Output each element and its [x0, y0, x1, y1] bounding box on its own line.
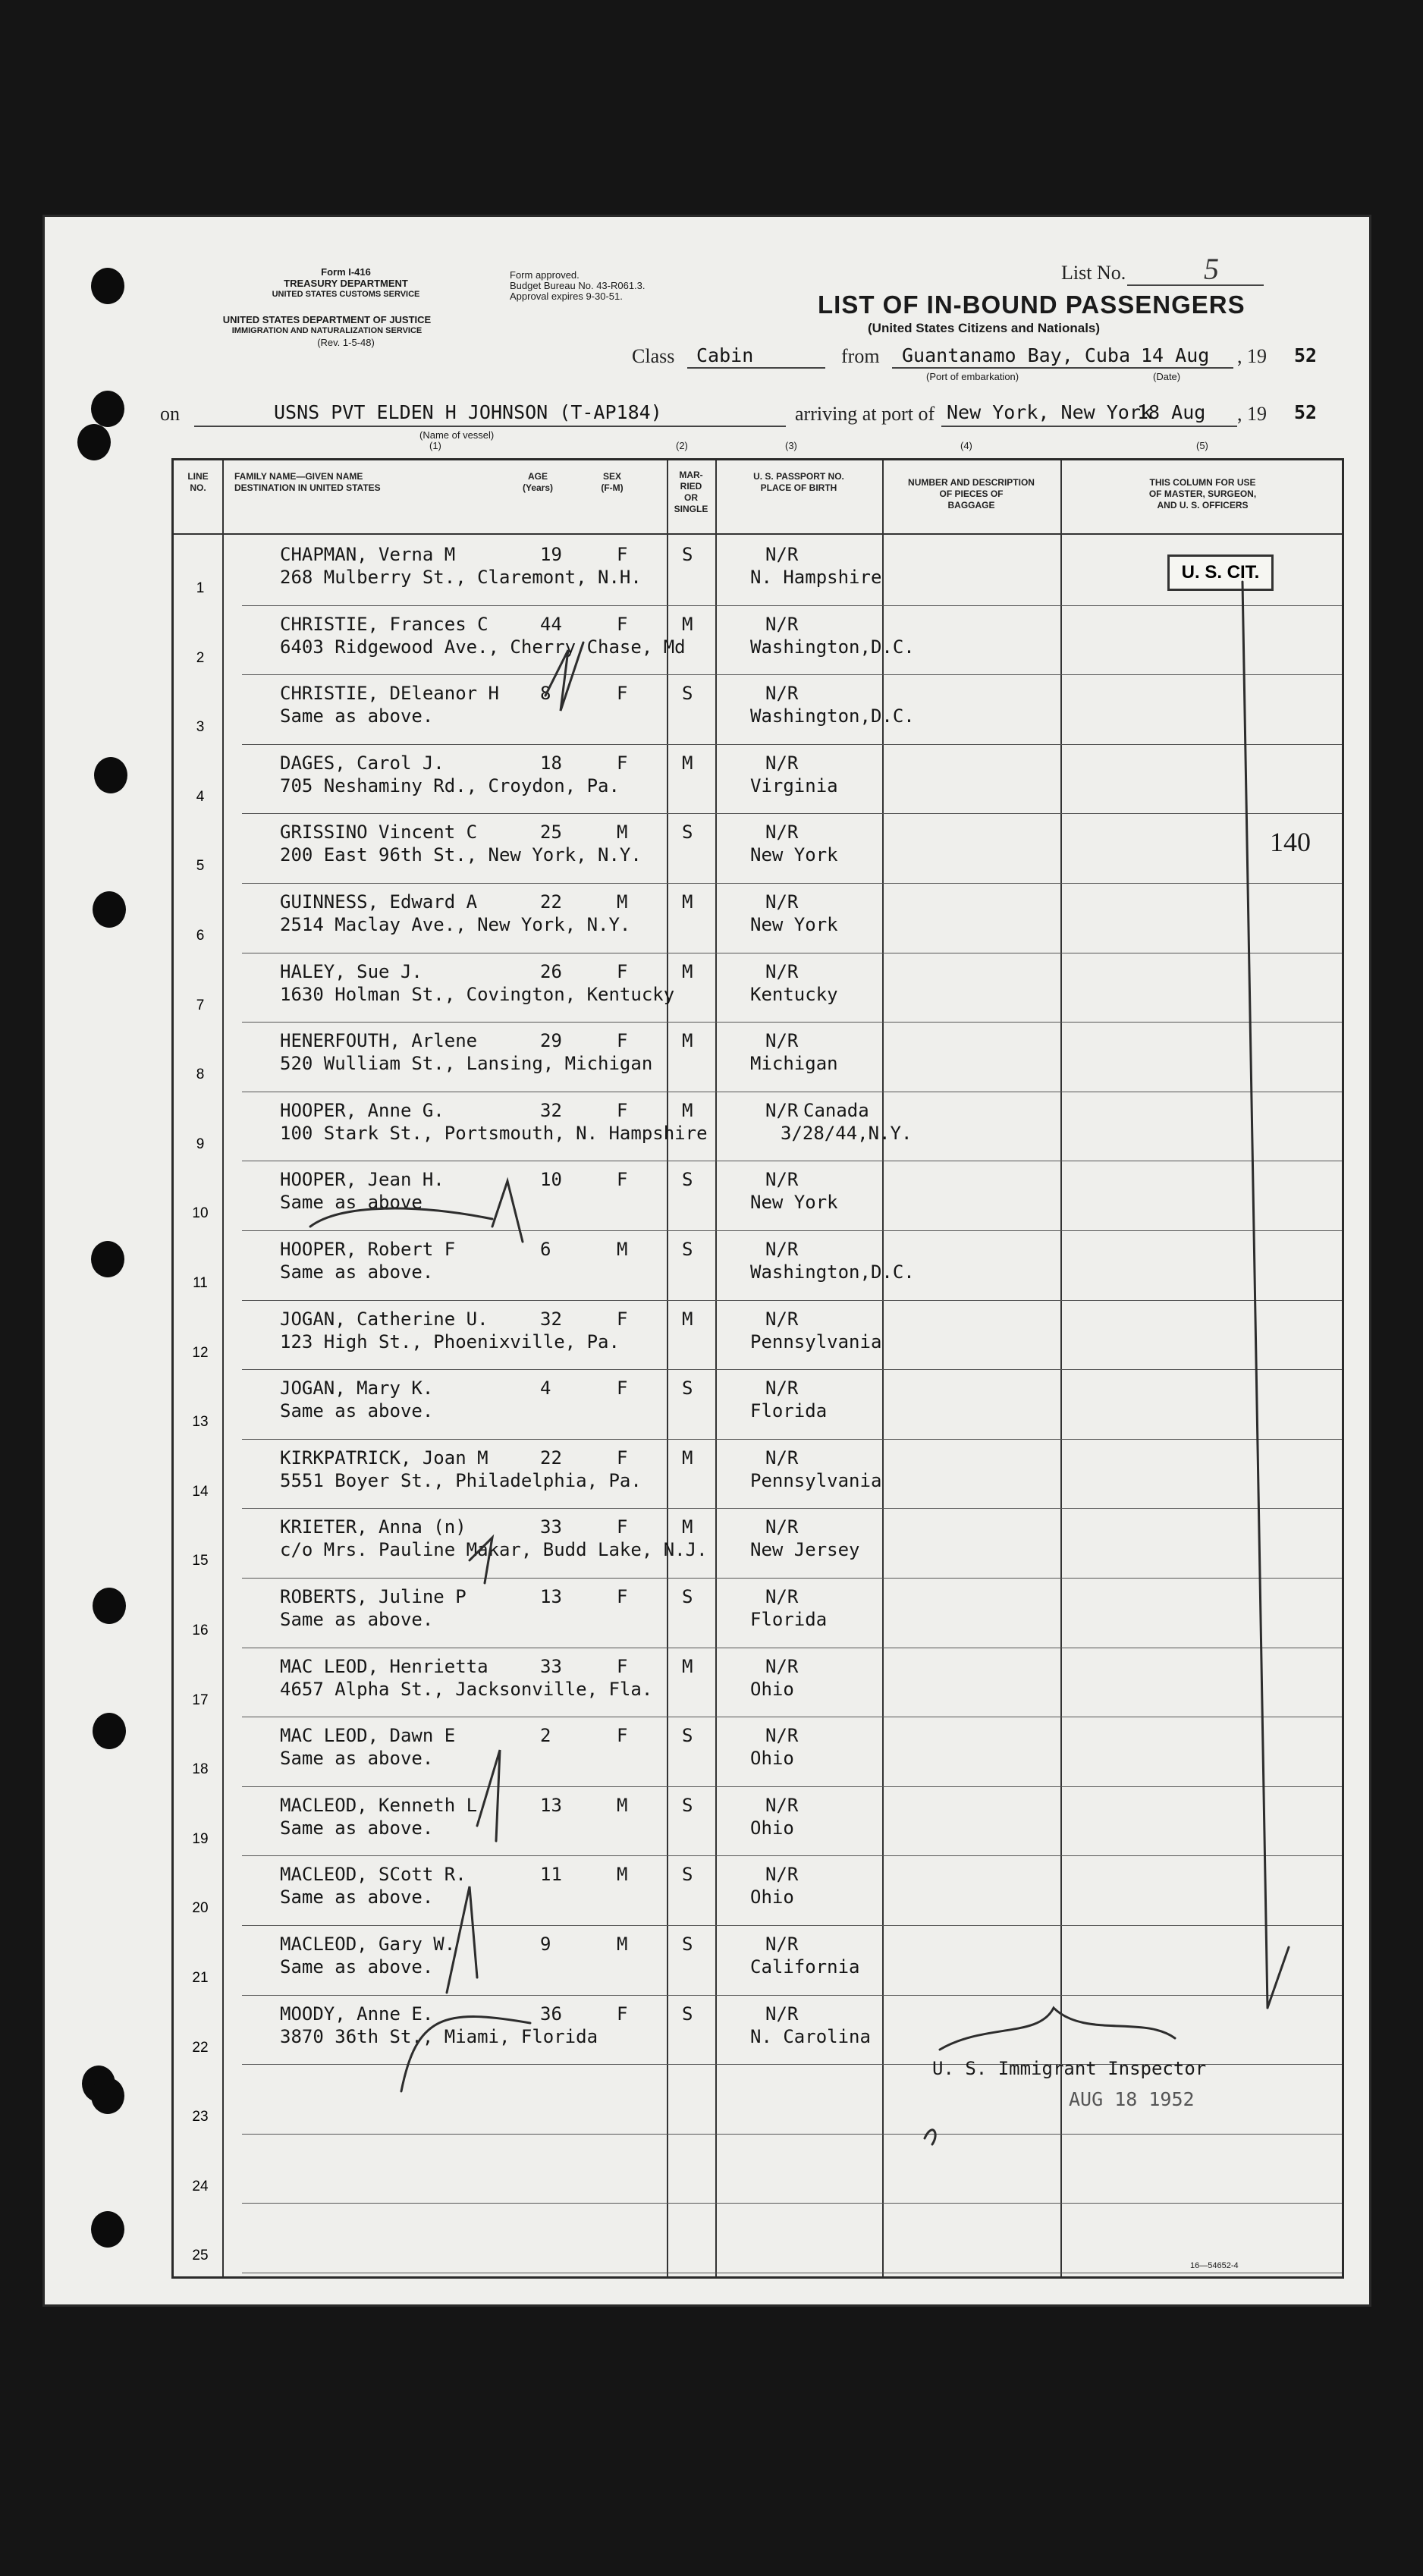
- passenger-name: KIRKPATRICK, Joan M: [280, 1447, 488, 1469]
- destination: 1630 Holman St., Covington, Kentucky: [280, 983, 675, 1005]
- col-officers-header: THIS COLUMN FOR USE OF MASTER, SURGEON, AND U. S. OFFICERS: [1148, 477, 1257, 510]
- line-number: 22: [192, 2039, 209, 2056]
- approval-line-1: Form approved.: [510, 269, 580, 281]
- place-of-birth: N. Hampshire: [750, 567, 882, 588]
- manifest-subtitle: (United States Citizens and Nationals): [868, 321, 1101, 335]
- destination: Same as above.: [280, 1748, 434, 1770]
- sex: M: [617, 1239, 628, 1260]
- col-married-header: MAR- RIED OR SINGLE: [674, 470, 708, 514]
- class-label: Class: [632, 345, 675, 367]
- col-baggage-header: NUMBER AND DESCRIPTION OF PIECES OF BAGGAGE: [908, 477, 1035, 510]
- sex: M: [617, 1934, 628, 1955]
- marital-status: S: [682, 1239, 693, 1260]
- passenger-name: HOOPER, Robert F: [280, 1239, 456, 1260]
- line-number: 19: [192, 1830, 209, 1847]
- passenger-name: MACLEOD, SCott R.: [280, 1864, 466, 1886]
- place-of-birth: New York: [750, 844, 838, 866]
- place-of-birth: Ohio: [750, 1748, 794, 1770]
- line-number: 2: [196, 649, 205, 666]
- form-revision: (Rev. 1-5-48): [317, 337, 375, 348]
- passenger-name: KRIETER, Anna (n): [280, 1516, 466, 1538]
- age: 33: [540, 1655, 562, 1677]
- vessel-name: USNS PVT ELDEN H JOHNSON (T-AP184): [274, 401, 662, 423]
- age: 44: [540, 613, 562, 635]
- line-number: 24: [192, 2178, 209, 2194]
- marital-status: S: [682, 1934, 693, 1955]
- approval-line-2: Budget Bureau No. 43-R061.3.: [510, 280, 646, 291]
- place-of-birth: Canada: [803, 1099, 869, 1121]
- line-number: 7: [196, 997, 205, 1013]
- passenger-name: CHAPMAN, Verna M: [280, 544, 456, 565]
- col-name-header: FAMILY NAME—GIVEN NAME DESTINATION IN UNITED STATES: [234, 471, 381, 493]
- passenger-name: HENERFOUTH, Arlene: [280, 1030, 478, 1052]
- passenger-name: HALEY, Sue J.: [280, 960, 423, 982]
- list-no-value: 5: [1204, 252, 1219, 286]
- hole-punch: [93, 1713, 126, 1749]
- place-of-birth: Virginia: [750, 774, 838, 796]
- place-of-birth: New York: [750, 1192, 838, 1214]
- passenger-name: MACLEOD, Kenneth L: [280, 1794, 478, 1816]
- col-number-1: (1): [429, 440, 441, 451]
- approval-line-3: Approval expires 9-30-51.: [510, 291, 623, 302]
- passport-no: N/R: [765, 1239, 799, 1260]
- age: 13: [540, 1586, 562, 1607]
- destination: 100 Stark St., Portsmouth, N. Hampshire: [280, 1122, 708, 1144]
- on-label: on: [160, 403, 180, 425]
- place-of-birth: New York: [750, 914, 838, 935]
- port-caption: (Port of embarkation): [926, 371, 1019, 382]
- age: 6: [540, 1239, 551, 1260]
- col-age-header: AGE (Years): [522, 471, 554, 493]
- sex: M: [617, 891, 628, 913]
- sex: F: [617, 752, 628, 774]
- sex: F: [617, 1516, 628, 1538]
- destination: 6403 Ridgewood Ave., Cherry Chase, Md: [280, 636, 686, 658]
- marital-status: M: [682, 1447, 693, 1469]
- dept-treasury-sub: UNITED STATES CUSTOMS SERVICE: [272, 290, 420, 299]
- marital-status: S: [682, 1725, 693, 1747]
- place-of-birth: N. Carolina: [750, 2025, 871, 2047]
- passport-no: N/R: [765, 1099, 799, 1121]
- dept-treasury: TREASURY DEPARTMENT: [284, 278, 408, 289]
- immigrant-inspector-label: U. S. Immigrant Inspector: [932, 2058, 1207, 2079]
- line-number: 15: [192, 1553, 209, 1569]
- age: 19: [540, 544, 562, 565]
- age: 8: [540, 683, 551, 705]
- line-number: 8: [196, 1067, 205, 1083]
- sex: M: [617, 1864, 628, 1886]
- vessel-caption: (Name of vessel): [419, 429, 495, 441]
- passport-no: N/R: [765, 1169, 799, 1191]
- arrival-port: New York, New York: [947, 401, 1152, 423]
- age: 13: [540, 1794, 562, 1816]
- marital-status: M: [682, 1099, 693, 1121]
- line-number: 14: [192, 1483, 209, 1500]
- age: 11: [540, 1864, 562, 1886]
- destination: 2514 Maclay Ave., New York, N.Y.: [280, 914, 631, 935]
- passport-no: N/R: [765, 821, 799, 843]
- passport-no: N/R: [765, 683, 799, 705]
- date-embarkation: 14 Aug: [1141, 344, 1210, 366]
- sex: F: [617, 1169, 628, 1191]
- marital-status: M: [682, 960, 693, 982]
- col-line-header: LINE NO.: [187, 471, 209, 493]
- destination: Same as above.: [280, 705, 434, 727]
- col-number-2: (2): [676, 440, 688, 451]
- age: 33: [540, 1516, 562, 1538]
- age: 32: [540, 1099, 562, 1121]
- destination: 200 East 96th St., New York, N.Y.: [280, 844, 642, 866]
- destination: 520 Wulliam St., Lansing, Michigan: [280, 1053, 653, 1075]
- marital-status: M: [682, 891, 693, 913]
- hole-punch: [91, 1241, 124, 1277]
- place-of-birth: California: [750, 1956, 860, 1978]
- passenger-name: HOOPER, Jean H.: [280, 1169, 444, 1191]
- destination: Same as above.: [280, 1400, 434, 1422]
- line-number: 13: [192, 1414, 209, 1431]
- age: 9: [540, 1934, 551, 1955]
- line-number: 16: [192, 1623, 209, 1638]
- passport-no: N/R: [765, 1934, 799, 1955]
- age: 10: [540, 1169, 562, 1191]
- line-number: 17: [192, 1692, 209, 1708]
- manifest-title: LIST OF IN-BOUND PASSENGERS: [818, 291, 1246, 319]
- place-of-birth: Washington,D.C.: [750, 636, 915, 658]
- naturalization-note: 3/28/44,N.Y.: [781, 1122, 913, 1144]
- marital-status: S: [682, 1794, 693, 1816]
- marital-status: M: [682, 752, 693, 774]
- marital-status: S: [682, 1864, 693, 1886]
- marital-status: S: [682, 1378, 693, 1400]
- passenger-name: CHRISTIE, Frances C: [280, 613, 488, 635]
- age: 26: [540, 960, 562, 982]
- us-citizen-stamp: U. S. CIT.: [1167, 554, 1274, 591]
- col-sex-header: SEX (F-M): [601, 471, 624, 493]
- passport-no: N/R: [765, 1794, 799, 1816]
- line-number: 12: [192, 1344, 209, 1361]
- passport-no: N/R: [765, 2003, 799, 2025]
- line-number: 6: [196, 928, 205, 944]
- sex: M: [617, 1794, 628, 1816]
- passport-no: N/R: [765, 960, 799, 982]
- age: 18: [540, 752, 562, 774]
- destination: Same as above.: [280, 1261, 434, 1283]
- marital-status: M: [682, 1030, 693, 1052]
- col-number-5: (5): [1196, 440, 1208, 451]
- line-number: 5: [196, 858, 205, 875]
- marital-status: M: [682, 1516, 693, 1538]
- destination: 3870 36th St., Miami, Florida: [280, 2025, 598, 2047]
- destination: 705 Neshaminy Rd., Croydon, Pa.: [280, 774, 620, 796]
- sex: M: [617, 821, 628, 843]
- passenger-name: ROBERTS, Juline P: [280, 1586, 466, 1607]
- place-of-birth: Michigan: [750, 1053, 838, 1075]
- place-of-birth: Ohio: [750, 1817, 794, 1839]
- marital-status: M: [682, 613, 693, 635]
- sex: F: [617, 1378, 628, 1400]
- marital-status: M: [682, 1655, 693, 1677]
- sex: F: [617, 1586, 628, 1607]
- passenger-name: GUINNESS, Edward A: [280, 891, 478, 913]
- age: 22: [540, 1447, 562, 1469]
- sex: F: [617, 960, 628, 982]
- place-of-birth: Florida: [750, 1609, 828, 1630]
- class-value: Cabin: [696, 344, 754, 366]
- hole-punch: [91, 268, 124, 304]
- passenger-name: DAGES, Carol J.: [280, 752, 444, 774]
- col-number-4: (4): [960, 440, 972, 451]
- sex: F: [617, 1447, 628, 1469]
- destination: Same as above.: [280, 1886, 434, 1908]
- year-prefix-to: , 19: [1237, 403, 1267, 425]
- passenger-table: [171, 458, 1344, 2279]
- passenger-count: 140: [1270, 827, 1311, 857]
- destination: Same as above.: [280, 1956, 434, 1978]
- passport-no: N/R: [765, 752, 799, 774]
- age: 32: [540, 1308, 562, 1330]
- passport-no: N/R: [765, 1447, 799, 1469]
- line-number: 1: [196, 580, 205, 596]
- passenger-name: MOODY, Anne E.: [280, 2003, 434, 2025]
- hole-punch: [77, 424, 111, 460]
- sex: F: [617, 1655, 628, 1677]
- place-of-birth: Washington,D.C.: [750, 1261, 915, 1283]
- passport-no: N/R: [765, 1725, 799, 1747]
- passport-no: N/R: [765, 1655, 799, 1677]
- hole-punch: [91, 391, 124, 427]
- col-passport-header: U. S. PASSPORT NO. PLACE OF BIRTH: [753, 471, 844, 493]
- passenger-name: GRISSINO Vincent C: [280, 821, 478, 843]
- inspector-date-stamp: AUG 18 1952: [1069, 2088, 1195, 2110]
- handwritten-marks: [174, 460, 1346, 2281]
- destination: 5551 Boyer St., Philadelphia, Pa.: [280, 1469, 642, 1491]
- passport-no: N/R: [765, 613, 799, 635]
- passport-no: N/R: [765, 1308, 799, 1330]
- sex: F: [617, 1725, 628, 1747]
- hole-punch: [94, 757, 127, 793]
- place-of-birth: Pennsylvania: [750, 1330, 882, 1352]
- line-number: 25: [192, 2248, 209, 2264]
- marital-status: S: [682, 1169, 693, 1191]
- age: 2: [540, 1725, 551, 1747]
- passenger-name: MAC LEOD, Henrietta: [280, 1655, 488, 1677]
- year-to: 52: [1294, 401, 1318, 423]
- hole-punch: [93, 1588, 126, 1624]
- line-number: 9: [196, 1136, 205, 1152]
- form-number: Form I-416: [321, 266, 371, 278]
- passenger-name: MAC LEOD, Dawn E: [280, 1725, 456, 1747]
- passport-no: N/R: [765, 1586, 799, 1607]
- destination: Same as above: [280, 1192, 423, 1214]
- sex: F: [617, 613, 628, 635]
- hole-punch: [93, 891, 126, 928]
- hole-punch: [91, 2211, 124, 2248]
- passport-no: N/R: [765, 544, 799, 565]
- marital-status: S: [682, 821, 693, 843]
- passport-no: N/R: [765, 1030, 799, 1052]
- passenger-name: MACLEOD, Gary W.: [280, 1934, 456, 1955]
- port-embarkation: Guantanamo Bay, Cuba: [902, 344, 1131, 366]
- line-number: 20: [192, 1900, 209, 1917]
- arrival-date: 18 Aug: [1137, 401, 1206, 423]
- destination: Same as above.: [280, 1817, 434, 1839]
- line-number: 23: [192, 2109, 209, 2125]
- passenger-name: CHRISTIE, DEleanor H: [280, 683, 499, 705]
- sex: F: [617, 1099, 628, 1121]
- year-from: 52: [1294, 344, 1318, 366]
- line-number: 3: [196, 719, 205, 736]
- from-label: from: [841, 345, 880, 367]
- place-of-birth: Kentucky: [750, 983, 838, 1005]
- destination: 123 High St., Phoenixville, Pa.: [280, 1330, 620, 1352]
- line-number: 18: [192, 1761, 209, 1778]
- date-caption: (Date): [1153, 371, 1181, 382]
- place-of-birth: Pennsylvania: [750, 1469, 882, 1491]
- destination: 4657 Alpha St., Jacksonville, Fla.: [280, 1678, 653, 1700]
- line-number: 4: [196, 788, 205, 805]
- passenger-name: JOGAN, Catherine U.: [280, 1308, 488, 1330]
- marital-status: S: [682, 683, 693, 705]
- year-prefix-from: , 19: [1237, 345, 1267, 367]
- sex: F: [617, 1308, 628, 1330]
- destination: c/o Mrs. Pauline Makar, Budd Lake, N.J.: [280, 1539, 708, 1561]
- passenger-name: JOGAN, Mary K.: [280, 1378, 434, 1400]
- place-of-birth: Washington,D.C.: [750, 705, 915, 727]
- hole-punch: [91, 2078, 124, 2114]
- age: 25: [540, 821, 562, 843]
- marital-status: S: [682, 544, 693, 565]
- marital-status: M: [682, 1308, 693, 1330]
- age: 29: [540, 1030, 562, 1052]
- destination: Same as above.: [280, 1609, 434, 1630]
- sex: F: [617, 683, 628, 705]
- destination: 268 Mulberry St., Claremont, N.H.: [280, 567, 642, 588]
- age: 22: [540, 891, 562, 913]
- line-number: 10: [192, 1205, 209, 1222]
- line-number: 11: [193, 1275, 208, 1291]
- passenger-name: HOOPER, Anne G.: [280, 1099, 444, 1121]
- sex: F: [617, 1030, 628, 1052]
- place-of-birth: Ohio: [750, 1886, 794, 1908]
- passport-no: N/R: [765, 1864, 799, 1886]
- sex: F: [617, 2003, 628, 2025]
- place-of-birth: Ohio: [750, 1678, 794, 1700]
- place-of-birth: Florida: [750, 1400, 828, 1422]
- col-number-3: (3): [785, 440, 797, 451]
- sex: F: [617, 544, 628, 565]
- marital-status: S: [682, 1586, 693, 1607]
- form-code: 16—54652-4: [1190, 2261, 1239, 2270]
- list-no-label: List No.: [1061, 262, 1126, 284]
- place-of-birth: New Jersey: [750, 1539, 860, 1561]
- dept-justice: UNITED STATES DEPARTMENT OF JUSTICE: [222, 314, 432, 325]
- passport-no: N/R: [765, 1516, 799, 1538]
- arriving-label: arriving at port of: [795, 403, 935, 425]
- age: 4: [540, 1378, 551, 1400]
- passport-no: N/R: [765, 891, 799, 913]
- passport-no: N/R: [765, 1378, 799, 1400]
- line-number: 21: [192, 1970, 209, 1986]
- age: 36: [540, 2003, 562, 2025]
- dept-justice-sub: IMMIGRATION AND NATURALIZATION SERVICE: [231, 326, 423, 335]
- marital-status: S: [682, 2003, 693, 2025]
